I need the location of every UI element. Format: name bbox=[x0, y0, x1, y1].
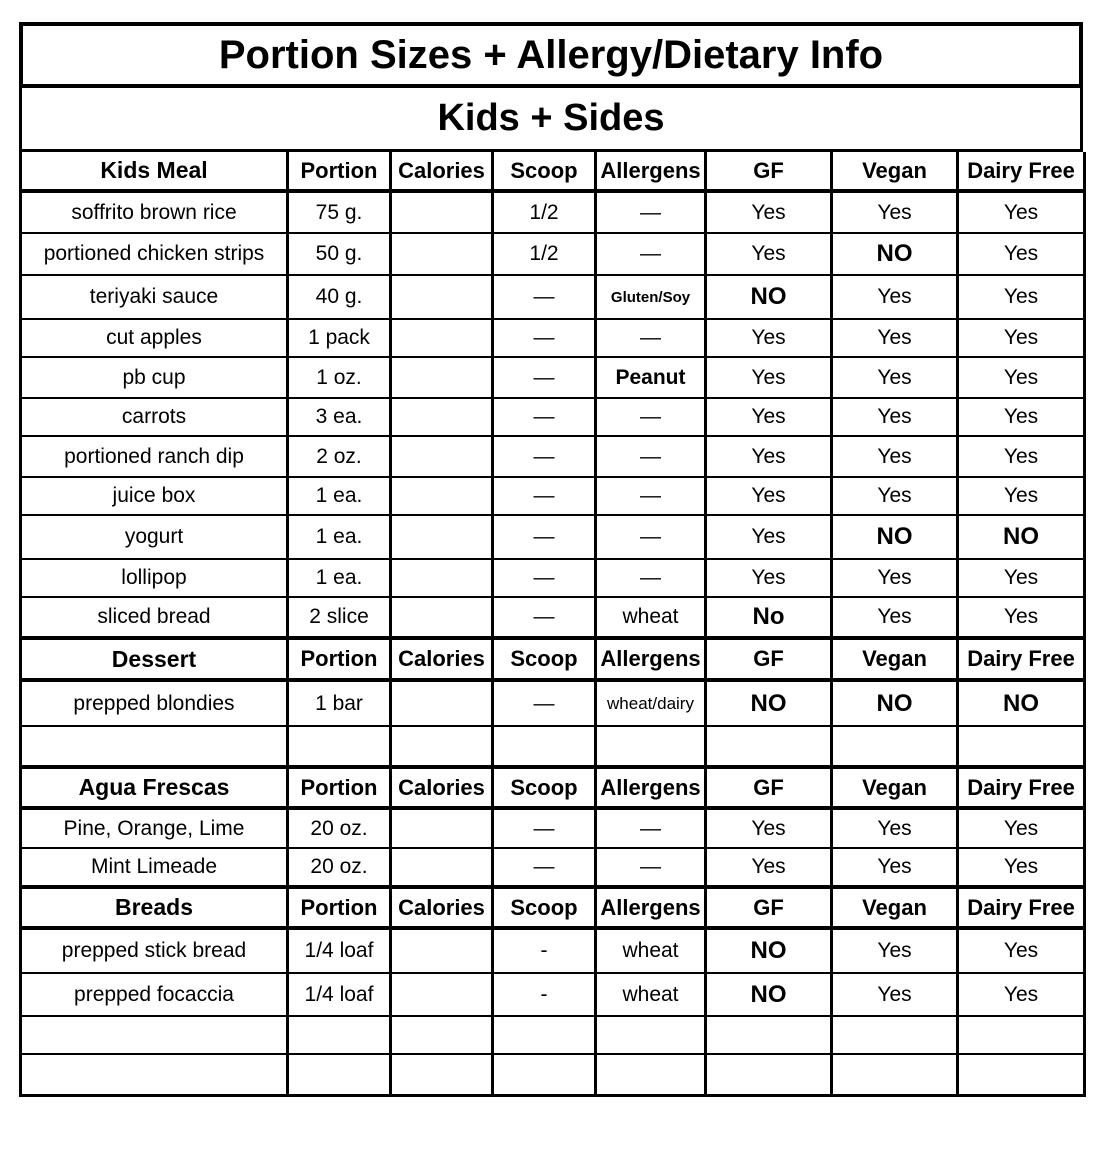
table-row bbox=[21, 559, 1085, 597]
item-name-cell: teriyaki sauce bbox=[21, 275, 288, 319]
portion-cell: 1/4 loaf bbox=[288, 973, 391, 1016]
scoop-cell: — bbox=[493, 848, 596, 887]
portion-cell bbox=[288, 1054, 391, 1095]
calories-cell bbox=[391, 275, 493, 319]
portion-cell: 1/4 loaf bbox=[288, 928, 391, 973]
dairy-free-cell: Yes bbox=[958, 191, 1085, 233]
gf-cell: Yes bbox=[706, 515, 832, 559]
vegan-cell: Yes bbox=[832, 398, 958, 436]
column-header-allergens: Allergens bbox=[596, 638, 706, 680]
allergens-cell: — bbox=[596, 319, 706, 357]
gf-cell: Yes bbox=[706, 357, 832, 398]
scoop-cell: — bbox=[493, 275, 596, 319]
scoop-cell: 1/2 bbox=[493, 191, 596, 233]
table-row bbox=[21, 848, 1085, 887]
section-title: Dessert bbox=[21, 638, 288, 680]
table-row bbox=[21, 398, 1085, 436]
item-name-cell: prepped stick bread bbox=[21, 928, 288, 973]
table-row bbox=[21, 436, 1085, 477]
gf-cell: NO bbox=[706, 928, 832, 973]
table-row bbox=[21, 191, 1085, 233]
portion-cell: 50 g. bbox=[288, 233, 391, 275]
scoop-cell: - bbox=[493, 928, 596, 973]
item-name-cell: Pine, Orange, Lime bbox=[21, 808, 288, 848]
dairy-free-cell: Yes bbox=[958, 398, 1085, 436]
dairy-free-cell: Yes bbox=[958, 973, 1085, 1016]
section-header-row bbox=[21, 152, 1085, 191]
calories-cell bbox=[391, 436, 493, 477]
portion-cell: 1 ea. bbox=[288, 515, 391, 559]
gf-cell: Yes bbox=[706, 191, 832, 233]
vegan-cell: Yes bbox=[832, 191, 958, 233]
portion-cell: 2 slice bbox=[288, 597, 391, 638]
column-header-scoop: Scoop bbox=[493, 152, 596, 191]
column-header-dairy-free: Dairy Free bbox=[958, 152, 1085, 191]
portion-cell: 1 ea. bbox=[288, 477, 391, 515]
calories-cell bbox=[391, 597, 493, 638]
allergens-cell: wheat/dairy bbox=[596, 680, 706, 726]
dietary-info-sheet bbox=[19, 22, 1083, 1097]
column-header-gf: GF bbox=[706, 767, 832, 808]
column-header-gf: GF bbox=[706, 638, 832, 680]
scoop-cell: — bbox=[493, 559, 596, 597]
gf-cell bbox=[706, 1054, 832, 1095]
column-header-portion: Portion bbox=[288, 638, 391, 680]
dairy-free-cell: Yes bbox=[958, 436, 1085, 477]
gf-cell: NO bbox=[706, 680, 832, 726]
gf-cell: Yes bbox=[706, 559, 832, 597]
column-header-calories: Calories bbox=[391, 638, 493, 680]
dairy-free-cell bbox=[958, 1016, 1085, 1054]
item-name-cell: prepped blondies bbox=[21, 680, 288, 726]
item-name-cell: sliced bread bbox=[21, 597, 288, 638]
column-header-calories: Calories bbox=[391, 887, 493, 928]
dairy-free-cell: Yes bbox=[958, 275, 1085, 319]
allergens-cell: Gluten/Soy bbox=[596, 275, 706, 319]
section-header-row bbox=[21, 638, 1085, 680]
section-title: Breads bbox=[21, 887, 288, 928]
page-subtitle: Kids + Sides bbox=[19, 88, 1083, 152]
column-header-dairy-free: Dairy Free bbox=[958, 887, 1085, 928]
calories-cell bbox=[391, 357, 493, 398]
item-name-cell: lollipop bbox=[21, 559, 288, 597]
item-name-cell: yogurt bbox=[21, 515, 288, 559]
item-name-cell: cut apples bbox=[21, 319, 288, 357]
calories-cell bbox=[391, 559, 493, 597]
vegan-cell: Yes bbox=[832, 477, 958, 515]
portion-cell bbox=[288, 1016, 391, 1054]
dairy-free-cell: Yes bbox=[958, 597, 1085, 638]
dairy-free-cell bbox=[958, 1054, 1085, 1095]
calories-cell bbox=[391, 233, 493, 275]
table-row bbox=[21, 275, 1085, 319]
item-name-cell: juice box bbox=[21, 477, 288, 515]
scoop-cell: - bbox=[493, 973, 596, 1016]
calories-cell bbox=[391, 1054, 493, 1095]
calories-cell bbox=[391, 848, 493, 887]
page-title: Portion Sizes + Allergy/Dietary Info bbox=[19, 22, 1083, 88]
allergens-cell: — bbox=[596, 398, 706, 436]
table-row bbox=[21, 357, 1085, 398]
column-header-allergens: Allergens bbox=[596, 767, 706, 808]
gf-cell: Yes bbox=[706, 398, 832, 436]
calories-cell bbox=[391, 973, 493, 1016]
gf-cell bbox=[706, 1016, 832, 1054]
dairy-free-cell: Yes bbox=[958, 928, 1085, 973]
allergens-cell: — bbox=[596, 436, 706, 477]
portion-cell: 1 bar bbox=[288, 680, 391, 726]
calories-cell bbox=[391, 319, 493, 357]
dairy-free-cell: Yes bbox=[958, 477, 1085, 515]
gf-cell: Yes bbox=[706, 477, 832, 515]
allergens-cell: wheat bbox=[596, 973, 706, 1016]
gf-cell: Yes bbox=[706, 808, 832, 848]
column-header-vegan: Vegan bbox=[832, 152, 958, 191]
portion-cell: 40 g. bbox=[288, 275, 391, 319]
section-title: Kids Meal bbox=[21, 152, 288, 191]
dairy-free-cell: NO bbox=[958, 680, 1085, 726]
column-header-scoop: Scoop bbox=[493, 767, 596, 808]
column-header-scoop: Scoop bbox=[493, 638, 596, 680]
portion-cell: 1 pack bbox=[288, 319, 391, 357]
vegan-cell bbox=[832, 1054, 958, 1095]
allergens-cell: — bbox=[596, 477, 706, 515]
vegan-cell: Yes bbox=[832, 275, 958, 319]
allergens-cell bbox=[596, 1054, 706, 1095]
calories-cell bbox=[391, 928, 493, 973]
portion-cell: 1 oz. bbox=[288, 357, 391, 398]
allergens-cell: wheat bbox=[596, 928, 706, 973]
item-name-cell: portioned ranch dip bbox=[21, 436, 288, 477]
item-name-cell: pb cup bbox=[21, 357, 288, 398]
table-row bbox=[21, 1054, 1085, 1095]
vegan-cell bbox=[832, 1016, 958, 1054]
scoop-cell: — bbox=[493, 808, 596, 848]
calories-cell bbox=[391, 191, 493, 233]
vegan-cell bbox=[832, 726, 958, 767]
portion-cell: 20 oz. bbox=[288, 848, 391, 887]
dairy-free-cell: NO bbox=[958, 515, 1085, 559]
allergens-cell: — bbox=[596, 191, 706, 233]
scoop-cell: — bbox=[493, 477, 596, 515]
scoop-cell: — bbox=[493, 680, 596, 726]
vegan-cell: Yes bbox=[832, 973, 958, 1016]
vegan-cell: NO bbox=[832, 233, 958, 275]
gf-cell: Yes bbox=[706, 319, 832, 357]
calories-cell bbox=[391, 726, 493, 767]
vegan-cell: Yes bbox=[832, 808, 958, 848]
vegan-cell: NO bbox=[832, 515, 958, 559]
portion-cell: 3 ea. bbox=[288, 398, 391, 436]
section-header-row bbox=[21, 767, 1085, 808]
scoop-cell: — bbox=[493, 319, 596, 357]
calories-cell bbox=[391, 398, 493, 436]
gf-cell: No bbox=[706, 597, 832, 638]
scoop-cell: — bbox=[493, 515, 596, 559]
scoop-cell: — bbox=[493, 398, 596, 436]
dairy-free-cell bbox=[958, 726, 1085, 767]
table-row bbox=[21, 1016, 1085, 1054]
table-row bbox=[21, 973, 1085, 1016]
column-header-dairy-free: Dairy Free bbox=[958, 638, 1085, 680]
gf-cell: Yes bbox=[706, 848, 832, 887]
vegan-cell: Yes bbox=[832, 357, 958, 398]
allergens-cell bbox=[596, 726, 706, 767]
section-title: Agua Frescas bbox=[21, 767, 288, 808]
column-header-dairy-free: Dairy Free bbox=[958, 767, 1085, 808]
item-name-cell bbox=[21, 1054, 288, 1095]
vegan-cell: Yes bbox=[832, 319, 958, 357]
table-row bbox=[21, 515, 1085, 559]
dairy-free-cell: Yes bbox=[958, 357, 1085, 398]
scoop-cell: — bbox=[493, 436, 596, 477]
column-header-vegan: Vegan bbox=[832, 887, 958, 928]
allergens-cell: — bbox=[596, 233, 706, 275]
allergens-cell: — bbox=[596, 515, 706, 559]
table-row bbox=[21, 233, 1085, 275]
gf-cell: Yes bbox=[706, 233, 832, 275]
item-name-cell: prepped focaccia bbox=[21, 973, 288, 1016]
portion-cell: 1 ea. bbox=[288, 559, 391, 597]
item-name-cell bbox=[21, 726, 288, 767]
gf-cell: NO bbox=[706, 973, 832, 1016]
portion-cell: 2 oz. bbox=[288, 436, 391, 477]
column-header-portion: Portion bbox=[288, 152, 391, 191]
gf-cell: NO bbox=[706, 275, 832, 319]
table-body bbox=[21, 152, 1085, 1095]
item-name-cell: Mint Limeade bbox=[21, 848, 288, 887]
section-header-row bbox=[21, 887, 1085, 928]
vegan-cell: Yes bbox=[832, 848, 958, 887]
gf-cell bbox=[706, 726, 832, 767]
dairy-free-cell: Yes bbox=[958, 808, 1085, 848]
column-header-calories: Calories bbox=[391, 152, 493, 191]
allergens-cell: Peanut bbox=[596, 357, 706, 398]
portion-cell: 75 g. bbox=[288, 191, 391, 233]
scoop-cell bbox=[493, 1054, 596, 1095]
column-header-calories: Calories bbox=[391, 767, 493, 808]
calories-cell bbox=[391, 1016, 493, 1054]
gf-cell: Yes bbox=[706, 436, 832, 477]
table-row bbox=[21, 477, 1085, 515]
column-header-portion: Portion bbox=[288, 887, 391, 928]
allergens-cell: — bbox=[596, 808, 706, 848]
item-name-cell: portioned chicken strips bbox=[21, 233, 288, 275]
calories-cell bbox=[391, 477, 493, 515]
allergens-cell: — bbox=[596, 848, 706, 887]
allergens-cell: — bbox=[596, 559, 706, 597]
vegan-cell: Yes bbox=[832, 597, 958, 638]
item-name-cell: carrots bbox=[21, 398, 288, 436]
column-header-vegan: Vegan bbox=[832, 638, 958, 680]
scoop-cell bbox=[493, 726, 596, 767]
table-row bbox=[21, 680, 1085, 726]
dairy-free-cell: Yes bbox=[958, 848, 1085, 887]
calories-cell bbox=[391, 680, 493, 726]
table-row bbox=[21, 808, 1085, 848]
table-row bbox=[21, 597, 1085, 638]
item-name-cell bbox=[21, 1016, 288, 1054]
item-name-cell: soffrito brown rice bbox=[21, 191, 288, 233]
vegan-cell: Yes bbox=[832, 559, 958, 597]
table-row bbox=[21, 928, 1085, 973]
calories-cell bbox=[391, 808, 493, 848]
portion-cell bbox=[288, 726, 391, 767]
column-header-portion: Portion bbox=[288, 767, 391, 808]
allergens-cell bbox=[596, 1016, 706, 1054]
column-header-scoop: Scoop bbox=[493, 887, 596, 928]
dairy-free-cell: Yes bbox=[958, 319, 1085, 357]
allergens-cell: wheat bbox=[596, 597, 706, 638]
column-header-gf: GF bbox=[706, 152, 832, 191]
dairy-free-cell: Yes bbox=[958, 233, 1085, 275]
column-header-allergens: Allergens bbox=[596, 152, 706, 191]
scoop-cell: — bbox=[493, 357, 596, 398]
column-header-gf: GF bbox=[706, 887, 832, 928]
table-row bbox=[21, 319, 1085, 357]
vegan-cell: Yes bbox=[832, 928, 958, 973]
vegan-cell: Yes bbox=[832, 436, 958, 477]
column-header-allergens: Allergens bbox=[596, 887, 706, 928]
dairy-free-cell: Yes bbox=[958, 559, 1085, 597]
scoop-cell bbox=[493, 1016, 596, 1054]
scoop-cell: 1/2 bbox=[493, 233, 596, 275]
calories-cell bbox=[391, 515, 493, 559]
column-header-vegan: Vegan bbox=[832, 767, 958, 808]
table-row bbox=[21, 726, 1085, 767]
dietary-table bbox=[19, 152, 1086, 1097]
scoop-cell: — bbox=[493, 597, 596, 638]
portion-cell: 20 oz. bbox=[288, 808, 391, 848]
vegan-cell: NO bbox=[832, 680, 958, 726]
